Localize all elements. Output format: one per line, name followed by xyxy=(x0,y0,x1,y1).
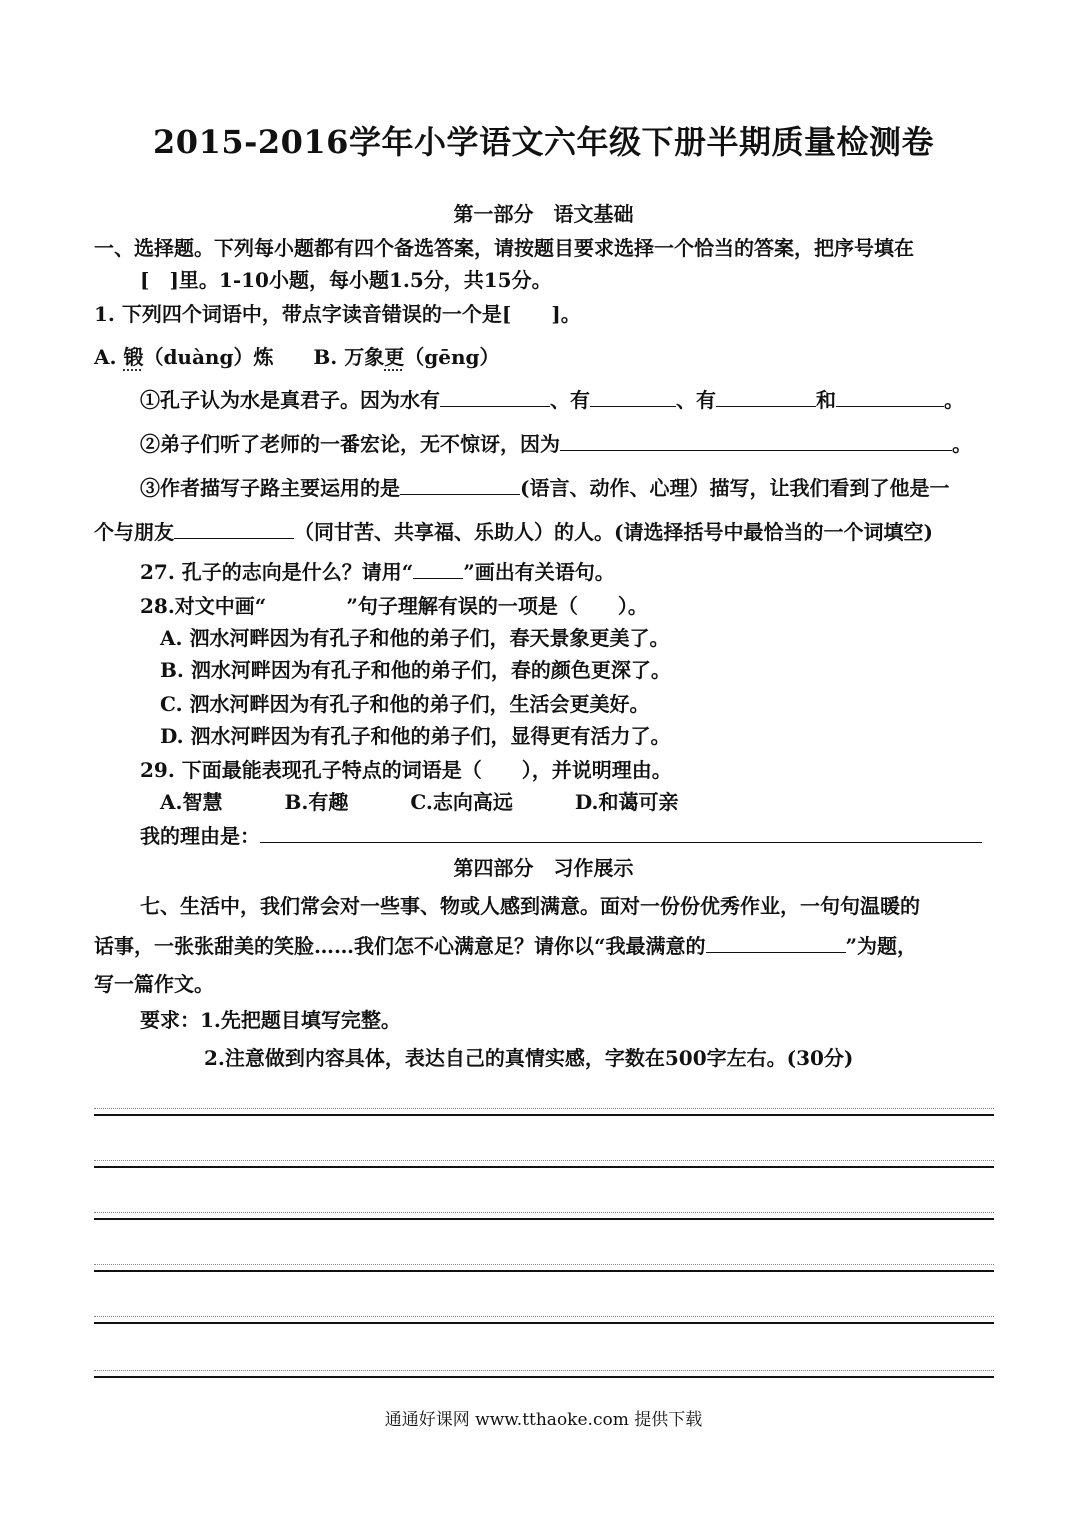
fill-item-1-end: 。 xyxy=(944,388,964,412)
option-b-rest: （gēng） xyxy=(404,345,500,369)
reason-label: 我的理由是： xyxy=(140,824,260,848)
question-27 xyxy=(140,558,615,586)
answer-blank[interactable] xyxy=(590,388,676,407)
fill-item-3-line2 xyxy=(94,518,933,546)
fill-item-3-line2-start: 个与朋友 xyxy=(94,520,174,544)
fill-item-1 xyxy=(140,386,964,414)
question-29-option-b[interactable]: B.有趣 xyxy=(284,790,349,814)
question-28-option-c[interactable]: C. 泗水河畔因为有孔子和他的弟子们，生活会更美好。 xyxy=(160,692,650,716)
requirement-2: 2.注意做到内容具体，表达自己的真情实感，字数在500字左右。(30分) xyxy=(204,1046,854,1070)
fill-item-3-line2-rest: （同甘苦、共享福、乐助人）的人。(请选择括号中最恰当的一个词填空) xyxy=(294,520,933,544)
question-29-options xyxy=(160,788,678,816)
essay-prompt-line1: 七、生活中，我们常会对一些事、物或人感到满意。面对一份份优秀作业，一句句温暖的 xyxy=(140,894,920,918)
answer-blank[interactable] xyxy=(836,388,944,407)
option-b-prefix: B. 万象 xyxy=(313,345,385,369)
question-29: 29. 下面最能表现孔子特点的词语是（ ），并说明理由。 xyxy=(140,758,672,782)
question-28 xyxy=(140,592,648,620)
essay-title-blank[interactable] xyxy=(706,934,846,953)
page-title: 2015-2016学年小学语文六年级下册半期质量检测卷 xyxy=(153,123,934,161)
underline-sample xyxy=(413,560,463,579)
section1-instructions-line2: [ ]里。1-10小题，每小题1.5分，共15分。 xyxy=(140,268,552,292)
essay-prompt-line2-start: 话事，一张张甜美的笑脸……我们怎不心满意足？请你以“我最满意的 xyxy=(94,934,706,958)
question-28-option-b[interactable]: B. 泗水河畔因为有孔子和他的弟子们，春的颜色更深了。 xyxy=(160,658,671,682)
question-28-end: ”句子理解有误的一项是（ ）。 xyxy=(346,594,648,618)
part4-heading: 第四部分 习作展示 xyxy=(453,856,634,880)
question-27-end: ”画出有关语句。 xyxy=(463,560,615,584)
essay-prompt-line2 xyxy=(94,932,917,960)
fill-item-1-sep2: 、有 xyxy=(676,388,716,412)
section1-instructions-line1: 一、选择题。下列每小题都有四个备选答案，请按题目要求选择一个恰当的答案，把序号填在 xyxy=(94,236,914,260)
question-28-option-d[interactable]: D. 泗水河畔因为有孔子和他的弟子们，显得更有活力了。 xyxy=(160,724,671,748)
question-29-option-c[interactable]: C.志向高远 xyxy=(410,790,513,814)
answer-blank[interactable] xyxy=(174,520,294,539)
option-b-dotted-char: 更 xyxy=(384,345,405,369)
reason-row xyxy=(140,822,982,850)
question-27-start: 27. 孔子的志向是什么？请用“ xyxy=(140,560,414,584)
question-29-option-a[interactable]: A.智慧 xyxy=(160,790,223,814)
question-1: 1. 下列四个词语中，带点字读音错误的一个是[ ]。 xyxy=(94,302,581,326)
answer-blank[interactable] xyxy=(560,432,952,451)
essay-prompt-line2-end: ”为题， xyxy=(845,934,918,958)
footer-source: 通通好课网 www.tthaoke.com 提供下载 xyxy=(384,1410,703,1430)
reason-answer-line[interactable] xyxy=(260,824,982,843)
question-28-start: 28.对文中画“ xyxy=(140,594,267,618)
option-a-dotted-char: 锻 xyxy=(123,345,144,369)
wavy-underline-sample xyxy=(266,592,346,620)
essay-prompt-line3: 写一篇作文。 xyxy=(94,972,214,996)
fill-item-2 xyxy=(140,430,972,458)
option-a-rest: （duàng）炼 xyxy=(143,345,274,369)
fill-item-2-end: 。 xyxy=(952,432,972,456)
requirement-1: 要求：1.先把题目填写完整。 xyxy=(140,1008,401,1032)
fill-item-2-text: ②弟子们听了老师的一番宏论，无不惊讶，因为 xyxy=(140,432,560,456)
answer-blank[interactable] xyxy=(440,388,550,407)
answer-blank[interactable] xyxy=(400,476,520,495)
fill-item-3-rest: (语言、动作、心理）描写，让我们看到了他是一 xyxy=(520,476,950,500)
part1-heading: 第一部分 语文基础 xyxy=(453,202,634,226)
fill-item-1-sep1: 、有 xyxy=(550,388,590,412)
question-28-option-a[interactable]: A. 泗水河畔因为有孔子和他的弟子们，春天景象更美了。 xyxy=(160,626,670,650)
fill-item-3-text: ③作者描写子路主要运用的是 xyxy=(140,476,400,500)
question-1-options xyxy=(94,343,499,371)
answer-blank[interactable] xyxy=(716,388,816,407)
question-29-option-d[interactable]: D.和蔼可亲 xyxy=(574,790,679,814)
fill-item-1-text: ①孔子认为水是真君子。因为水有 xyxy=(140,388,440,412)
option-a-prefix: A. xyxy=(94,345,124,369)
fill-item-3-line1 xyxy=(140,474,949,502)
fill-item-1-sep3: 和 xyxy=(816,388,836,412)
